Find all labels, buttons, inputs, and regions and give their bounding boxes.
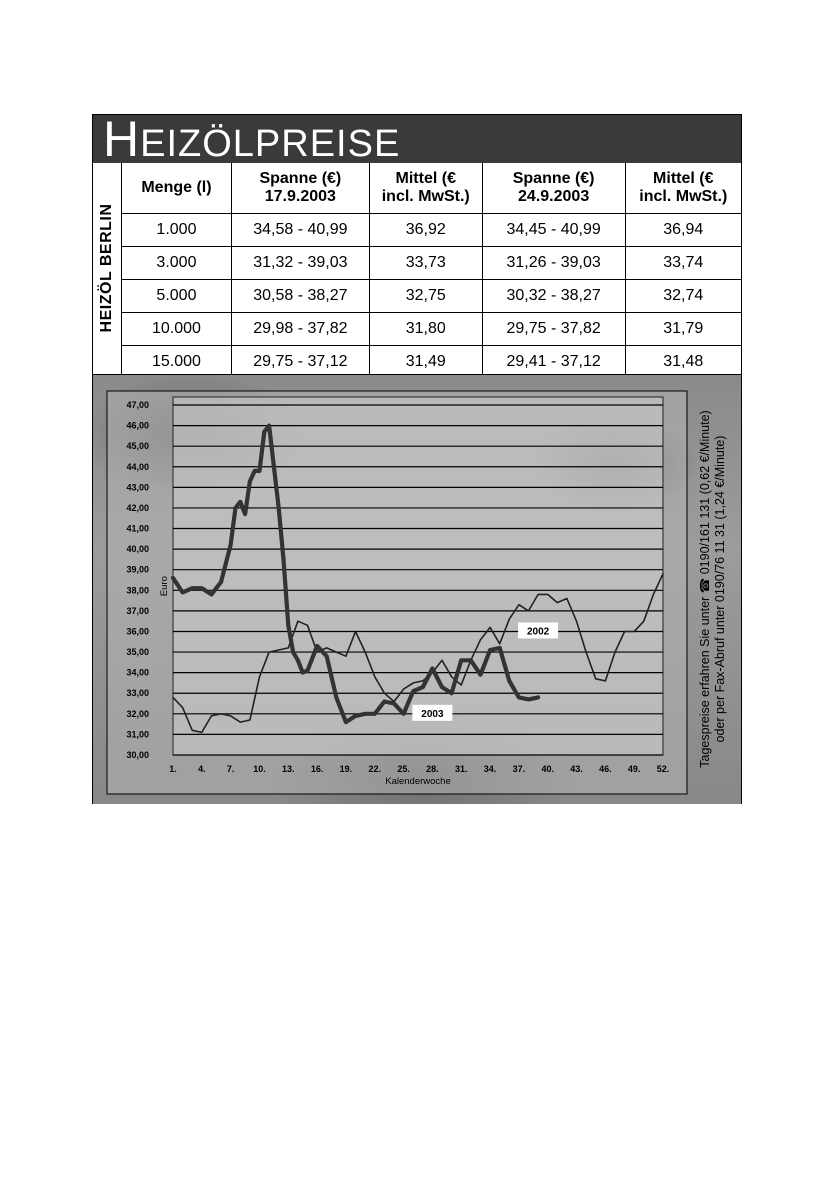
y-tick-label: 44,00 (126, 461, 149, 472)
cell-mean-2: 31,48 (625, 346, 741, 379)
x-tick-label: 28. (426, 764, 439, 774)
cell-mean-2: 31,79 (625, 313, 741, 346)
side-label-column (93, 163, 122, 373)
table-row (122, 247, 742, 280)
cell-quantity: 1.000 (122, 214, 232, 247)
cell-range-2: 34,45 - 40,99 (482, 214, 625, 247)
title-initial: H (103, 111, 141, 167)
y-tick-label: 42,00 (126, 502, 149, 513)
y-tick-label: 35,00 (126, 647, 149, 658)
cell-range-2: 29,75 - 37,82 (482, 313, 625, 346)
y-tick-label: 34,00 (126, 667, 149, 678)
table-header-row (122, 163, 742, 214)
series-tag: 2002 (526, 626, 550, 638)
table-row (122, 313, 742, 346)
title-bar (93, 111, 741, 167)
chart-panel (93, 374, 741, 804)
header-quantity-line1: Menge (l) (141, 179, 212, 196)
y-axis-label: Euro (159, 576, 170, 597)
y-tick-label: 32,00 (126, 708, 149, 719)
table-row (122, 280, 742, 313)
page-title (103, 113, 400, 170)
header-mean-1 (369, 163, 482, 214)
cell-mean-2: 36,94 (625, 214, 741, 247)
header-mean-1-line2: incl. MwSt.) (381, 188, 470, 205)
cell-range-1: 29,98 - 37,82 (231, 313, 369, 346)
y-tick-label: 47,00 (126, 400, 149, 410)
header-range-1 (231, 163, 369, 214)
cell-mean-1: 32,75 (369, 280, 482, 313)
x-tick-label: 40. (541, 764, 554, 774)
header-range-1-line1: Spanne (€) (259, 170, 342, 187)
x-tick-label: 1. (169, 764, 177, 774)
x-tick-label: 13. (282, 764, 295, 774)
x-tick-label: 4. (198, 764, 206, 774)
cell-range-2: 29,41 - 37,12 (482, 346, 625, 379)
title-rest: EIZÖLPREISE (140, 123, 401, 165)
price-table (121, 163, 741, 379)
header-range-2-date: 24.9.2003 (518, 188, 590, 205)
table-row (122, 214, 742, 247)
y-tick-label: 41,00 (126, 523, 149, 534)
y-tick-label: 46,00 (126, 420, 149, 431)
y-tick-label: 30,00 (126, 750, 149, 760)
price-hotline-note (698, 410, 728, 767)
cell-range-1: 34,58 - 40,99 (231, 214, 369, 247)
x-tick-label: 37. (512, 764, 526, 774)
cell-range-1: 30,58 - 38,27 (231, 280, 369, 313)
x-tick-label: 19. (339, 764, 353, 774)
cell-mean-1: 31,80 (369, 313, 482, 346)
y-tick-label: 33,00 (126, 688, 149, 699)
header-quantity (122, 163, 232, 214)
x-tick-label: 52. (656, 764, 670, 774)
cell-quantity: 3.000 (122, 247, 232, 280)
cell-mean-1: 33,73 (369, 247, 482, 280)
x-tick-label: 31. (454, 764, 468, 774)
x-tick-label: 46. (599, 764, 612, 774)
header-mean-2-line2: incl. MwSt.) (639, 188, 728, 205)
price-sheet (92, 111, 742, 804)
header-range-1-date: 17.9.2003 (264, 188, 336, 205)
header-mean-2 (625, 163, 741, 214)
y-tick-label: 40,00 (126, 544, 149, 555)
y-tick-label: 39,00 (126, 564, 149, 575)
x-tick-label: 49. (627, 764, 641, 774)
cell-quantity: 5.000 (122, 280, 232, 313)
x-tick-label: 25. (397, 764, 410, 774)
cell-quantity: 15.000 (122, 346, 232, 379)
region-label: HEIZÖL BERLIN (98, 203, 115, 333)
y-tick-label: 38,00 (126, 585, 149, 596)
cell-range-1: 31,32 - 39,03 (231, 247, 369, 280)
x-tick-label: 34. (483, 764, 497, 774)
x-tick-label: 43. (570, 764, 583, 774)
x-axis-label: Kalenderwoche (385, 776, 451, 787)
cell-range-2: 30,32 - 38,27 (482, 280, 625, 313)
y-tick-label: 37,00 (126, 605, 149, 616)
header-mean-2-line1: Mittel (€ (653, 170, 714, 187)
series-tag: 2003 (421, 708, 444, 720)
plot-area (173, 397, 663, 755)
cell-mean-1: 31,49 (369, 346, 482, 379)
price-chart (93, 375, 741, 804)
x-tick-label: 22. (368, 764, 382, 774)
y-tick-label: 31,00 (126, 729, 149, 740)
cell-mean-1: 36,92 (369, 214, 482, 247)
hotline-line-2: oder per Fax-Abruf unter 0190/76 11 31 (1,24 €/Minute) (713, 435, 727, 743)
cell-quantity: 10.000 (122, 313, 232, 346)
hotline-line-1: Tagespreise erfahren Sie unter ☎ 0190/161 131 (0,62 €/Minute) (698, 410, 712, 768)
header-range-2 (482, 163, 625, 214)
x-tick-label: 10. (253, 764, 266, 774)
header-range-2-line1: Spanne (€) (512, 170, 595, 187)
y-tick-label: 43,00 (126, 482, 149, 493)
header-mean-1-line1: Mittel (€ (395, 170, 456, 187)
y-tick-label: 45,00 (126, 441, 149, 452)
y-tick-label: 36,00 (126, 626, 149, 637)
cell-mean-2: 32,74 (625, 280, 741, 313)
x-tick-label: 16. (310, 764, 324, 774)
cell-range-2: 31,26 - 39,03 (482, 247, 625, 280)
cell-mean-2: 33,74 (625, 247, 741, 280)
x-tick-label: 7. (226, 764, 235, 774)
cell-range-1: 29,75 - 37,12 (231, 346, 369, 379)
